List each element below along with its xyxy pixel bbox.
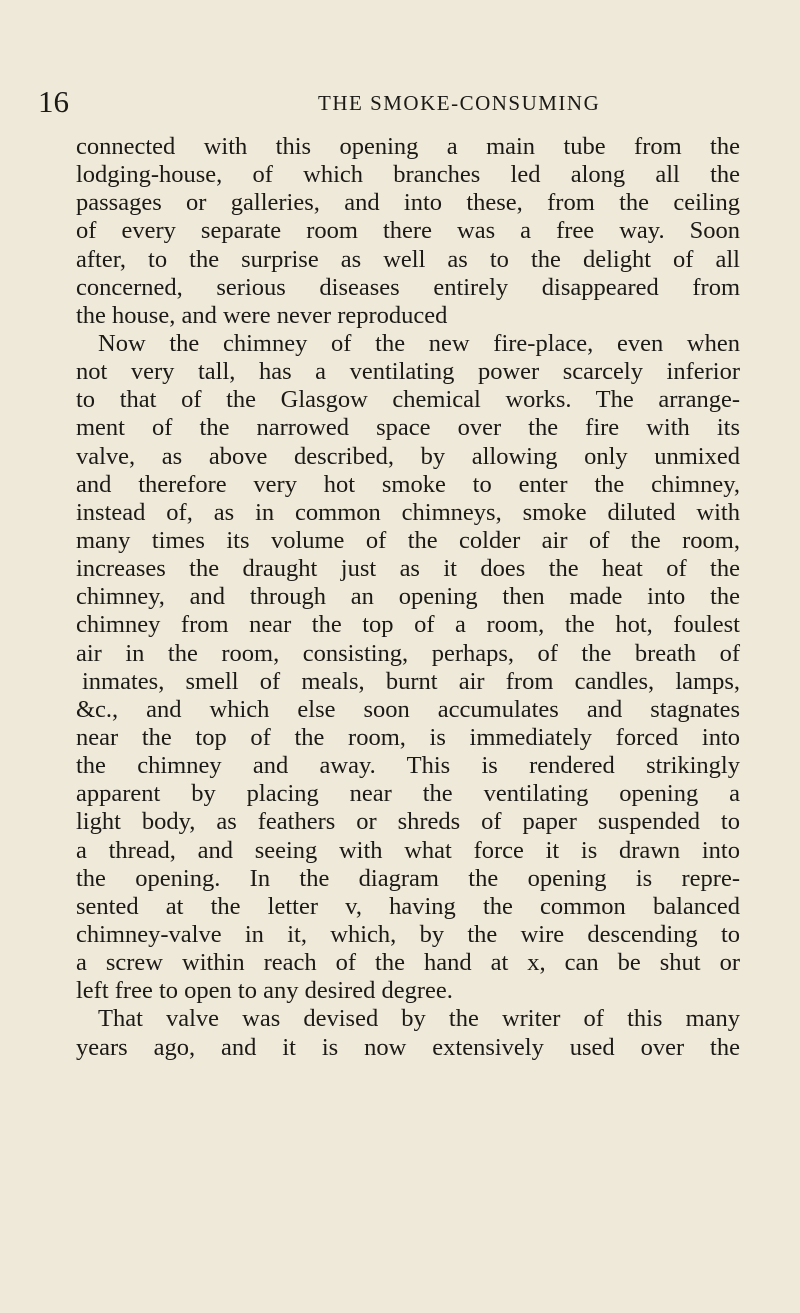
text-line: air in the room, consisting, perhaps, of the breath of <box>76 639 740 667</box>
text-line: a thread, and seeing with what force it is drawn into <box>76 836 740 864</box>
text-line: not very tall, has a ventilating power scarcely inferior <box>76 358 740 386</box>
text-line: the opening. In the diagram the opening is repre- <box>76 864 740 892</box>
text-line: to that of the Glasgow chemical works. The arrange- <box>76 386 740 414</box>
text-line: near the top of the room, is immediately forced into <box>76 723 740 751</box>
running-title: THE SMOKE-CONSUMING <box>318 91 601 115</box>
text-line: inmates, smell of meals, burnt air from candles, lamps, <box>82 667 740 695</box>
text-line: the house, and were never reproduced <box>76 301 448 329</box>
text-line: connected with this opening a main tube from the <box>76 133 740 160</box>
text-line: valve, as above described, by allowing only unmixed <box>76 442 740 470</box>
text-line: sented at the letter v, having the common balanced <box>76 892 740 920</box>
text-line: instead of, as in common chimneys, smoke diluted with <box>76 498 740 526</box>
text-line: after, to the surprise as well as to the delight of all <box>76 245 740 273</box>
text-line: &c., and which else soon accumulates and stagnates <box>76 695 740 723</box>
page-header <box>38 82 738 122</box>
text-line: years ago, and it is now extensively used over the <box>76 1033 740 1061</box>
text-line: light body, as feathers or shreds of paper suspended to <box>76 808 740 836</box>
page-number: 16 <box>38 84 69 119</box>
body-text <box>76 133 740 1062</box>
text-line: chimney-valve in it, which, by the wire descending to <box>76 920 740 948</box>
text-line: a screw within reach of the hand at x, can be shut or <box>76 949 740 977</box>
text-line: lodging-house, of which branches led along all the <box>76 161 740 189</box>
text-line: chimney, and through an opening then made into the <box>76 583 740 611</box>
text-line: of every separate room there was a free way. Soon <box>76 217 740 245</box>
text-line: left free to open to any desired degree. <box>76 977 453 1005</box>
text-line: concerned, serious diseases entirely disappeared from <box>76 273 740 301</box>
text-line: and therefore very hot smoke to enter the chimney, <box>76 470 740 498</box>
text-line: passages or galleries, and into these, from the ceiling <box>76 189 740 217</box>
text-line: Now the chimney of the new fire-place, even when <box>98 329 740 357</box>
text-line: ment of the narrowed space over the fire with its <box>76 414 740 442</box>
text-line: That valve was devised by the writer of this many <box>98 1005 740 1033</box>
text-line: the chimney and away. This is rendered strikingly <box>76 752 740 780</box>
text-line: apparent by placing near the ventilating opening a <box>76 780 740 808</box>
text-line: many times its volume of the colder air of the room, <box>76 526 740 554</box>
text-line: chimney from near the top of a room, the hot, foulest <box>76 611 740 639</box>
text-line: increases the draught just as it does the heat of the <box>76 555 740 583</box>
